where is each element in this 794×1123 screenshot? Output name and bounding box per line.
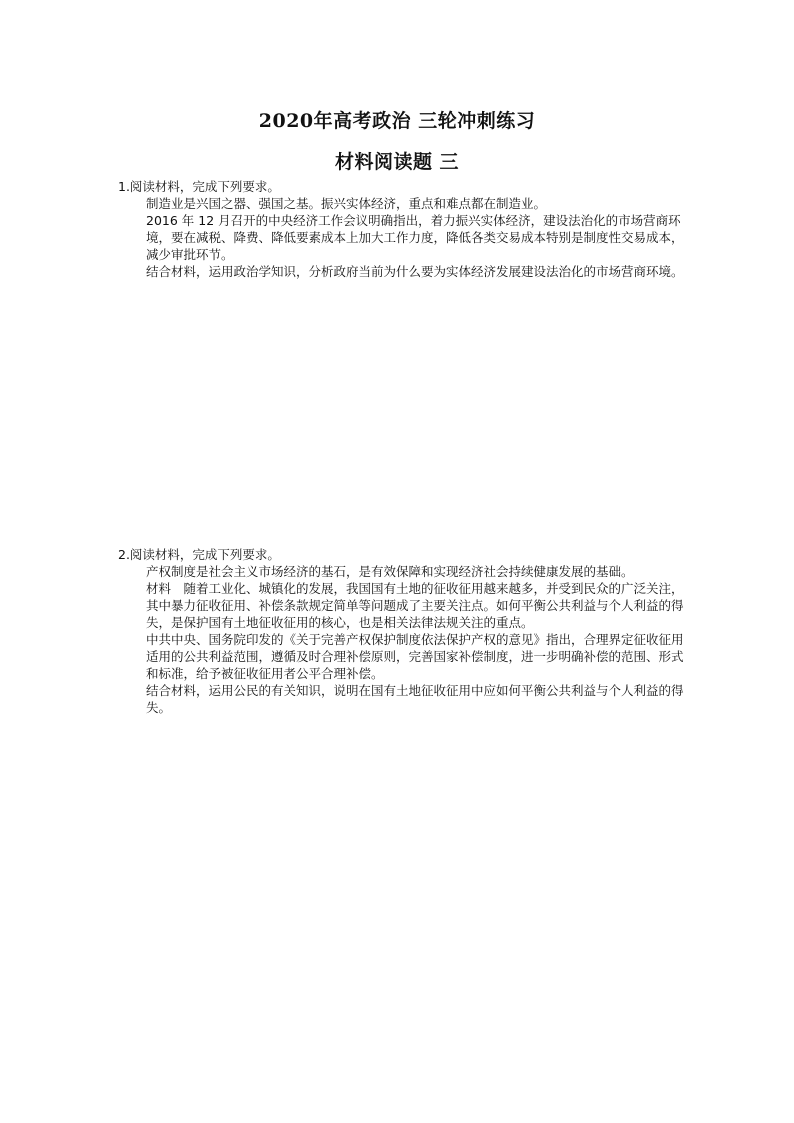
question-1-paragraph-1: 制造业是兴国之器、强国之基。振兴实体经济，重点和难点都在制造业。 <box>146 196 547 211</box>
question-2-paragraph-2: 材料 随着工业化、城镇化的发展，我国国有土地的征收征用越来越多，并受到民众的广泛关注，其中暴力征收征用、补偿条款规定简单等问题成了主要关注点。如何平衡公共利益与个人利益的得失，是保护国有土地征收征用的核心，也是相关法律法规关注的重点。 <box>146 581 684 630</box>
question-1-paragraph-2: 2016 年 12 月召开的中央经济工作会议明确指出，着力振兴实体经济，建设法治化的市场营商环境，要在减税、降费、降低要素成本上加大工作力度，降低各类交易成本特别是制度性交易成本，减少审批环节。 <box>146 213 684 262</box>
question-2-paragraph-4: 结合材料，运用公民的有关知识，说明在国有土地征收征用中应如何平衡公共利益与个人利益的得失。 <box>146 683 684 715</box>
page-subtitle: 材料阅读题 三 <box>334 151 460 173</box>
question-2 <box>118 546 688 716</box>
page-title: 2020年高考政治 三轮冲刺练习 <box>258 110 536 132</box>
question-1-prompt: 1.阅读材料，完成下列要求。 <box>118 179 280 194</box>
question-2-prompt: 2.阅读材料，完成下列要求。 <box>118 547 280 562</box>
question-1 <box>118 178 688 280</box>
question-2-paragraph-3: 中共中央、国务院印发的《关于完善产权保护制度依法保护产权的意见》指出，合理界定征收征用适用的公共利益范围，遵循及时合理补偿原则，完善国家补偿制度，进一步明确补偿的范围、形式和标准，给予被征收征用者公平合理补偿。 <box>146 632 684 681</box>
question-1-paragraph-3: 结合材料，运用政治学知识，分析政府当前为什么要为实体经济发展建设法治化的市场营商环境。 <box>146 264 684 279</box>
question-2-paragraph-1: 产权制度是社会主义市场经济的基石，是有效保障和实现经济社会持续健康发展的基础。 <box>146 564 634 579</box>
